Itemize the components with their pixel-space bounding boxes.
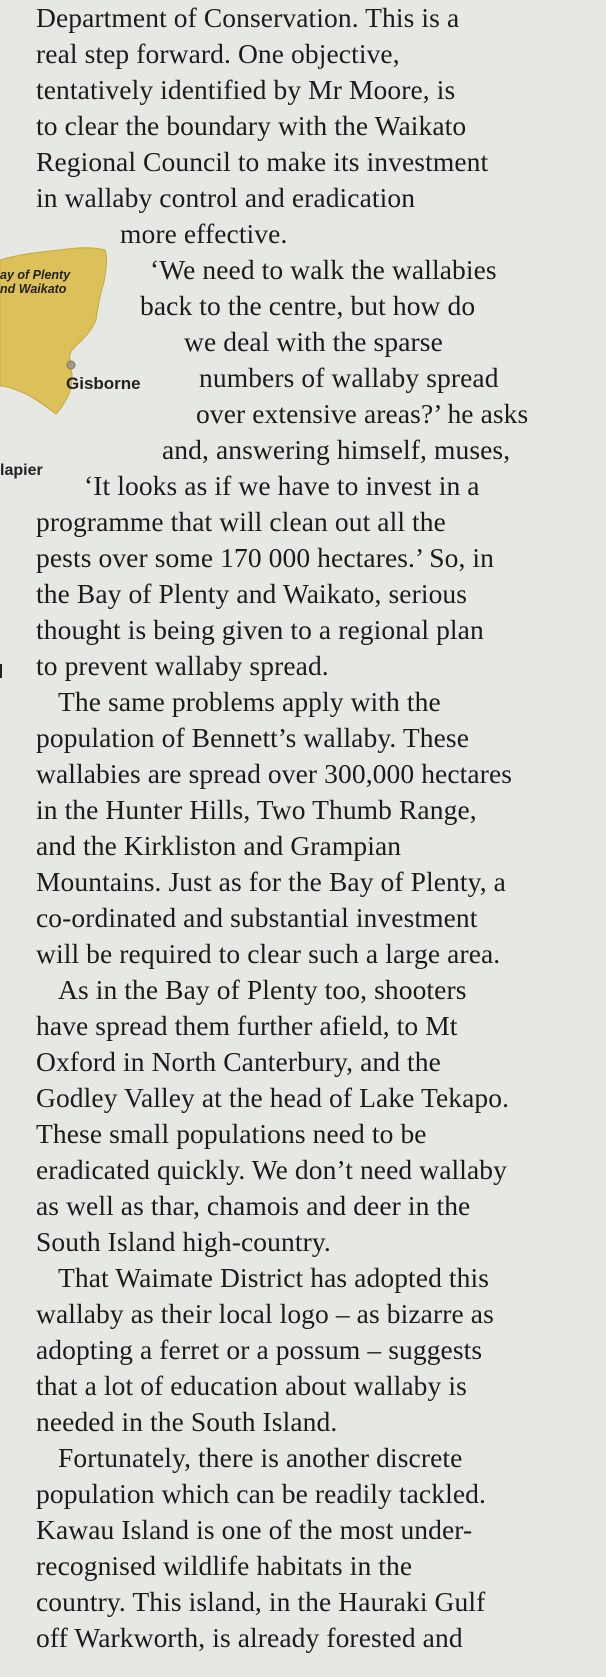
text-line: tentatively identified by Mr Moore, is [36, 74, 456, 105]
text-line: we deal with the sparse [184, 326, 443, 357]
text-line: South Island high-country. [36, 1226, 331, 1257]
text-line: and, answering himself, muses, [162, 434, 511, 465]
text-line: to clear the boundary with the Waikato [36, 110, 467, 141]
text-line: These small populations need to be [36, 1118, 427, 1149]
text-line: co-ordinated and substantial investment [36, 902, 478, 933]
map-label-bop-line2: nd Waikato [0, 282, 67, 296]
margin-mark [0, 664, 2, 678]
text-line: back to the centre, but how do [140, 290, 476, 321]
map-label-bop-line1: ay of Plenty [0, 268, 71, 282]
text-line: more effective. [120, 218, 288, 249]
text-line: Oxford in North Canterbury, and the [36, 1046, 441, 1077]
text-line: Kawau Island is one of the most under- [36, 1514, 473, 1545]
text-line: have spread them further afield, to Mt [36, 1010, 458, 1041]
text-line: country. This island, in the Hauraki Gulf [36, 1586, 486, 1617]
text-line: Mountains. Just as for the Bay of Plenty, a [36, 866, 506, 897]
text-line: recognised wildlife habitats in the [36, 1550, 413, 1581]
map-label-napier: lapier [0, 462, 43, 479]
text-line: the Bay of Plenty and Waikato, serious [36, 578, 468, 609]
text-line: As in the Bay of Plenty too, shooters [58, 974, 467, 1005]
map-label-gisborne: Gisborne [66, 374, 141, 393]
text-line: needed in the South Island. [36, 1406, 338, 1437]
text-line: ‘We need to walk the wallabies [150, 254, 497, 285]
text-line: over extensive areas?’ he asks [196, 398, 529, 429]
text-line: Department of Conservation. This is a [36, 2, 460, 33]
text-line: off Warkworth, is already forested and [36, 1622, 463, 1653]
text-line: population of Bennett’s wallaby. These [36, 722, 470, 753]
text-line: population which can be readily tackled. [36, 1478, 486, 1509]
text-line: pests over some 170 000 hectares.’ So, in [36, 542, 495, 573]
text-line: to prevent wallaby spread. [36, 650, 329, 681]
text-line: Godley Valley at the head of Lake Tekapo. [36, 1082, 510, 1113]
text-line: in wallaby control and eradication [36, 182, 416, 213]
text-line: Fortunately, there is another discrete [58, 1442, 463, 1473]
gisborne-marker [67, 361, 75, 369]
text-line: will be required to clear such a large area. [36, 938, 501, 969]
text-line: eradicated quickly. We don’t need wallaby [36, 1154, 507, 1185]
map-label-bay-of-plenty [0, 268, 70, 296]
text-line: thought is being given to a regional plan [36, 614, 484, 645]
text-line: ‘It looks as if we have to invest in a [84, 470, 480, 501]
text-line: Regional Council to make its investment [36, 146, 489, 177]
text-line: adopting a ferret or a possum – suggests [36, 1334, 483, 1365]
text-line: That Waimate District has adopted this [58, 1262, 490, 1293]
text-line: numbers of wallaby spread [199, 362, 499, 393]
text-line: wallaby as their local logo – as bizarre as [36, 1298, 494, 1329]
text-line: that a lot of education about wallaby is [36, 1370, 467, 1401]
text-line: real step forward. One objective, [36, 38, 400, 69]
text-line: and the Kirkliston and Grampian [36, 830, 402, 861]
text-line: in the Hunter Hills, Two Thumb Range, [36, 794, 477, 825]
text-line: The same problems apply with the [58, 686, 441, 717]
text-line: as well as thar, chamois and deer in the [36, 1190, 471, 1221]
text-line: programme that will clean out all the [36, 506, 446, 537]
text-line: wallabies are spread over 300,000 hectares [36, 758, 513, 789]
